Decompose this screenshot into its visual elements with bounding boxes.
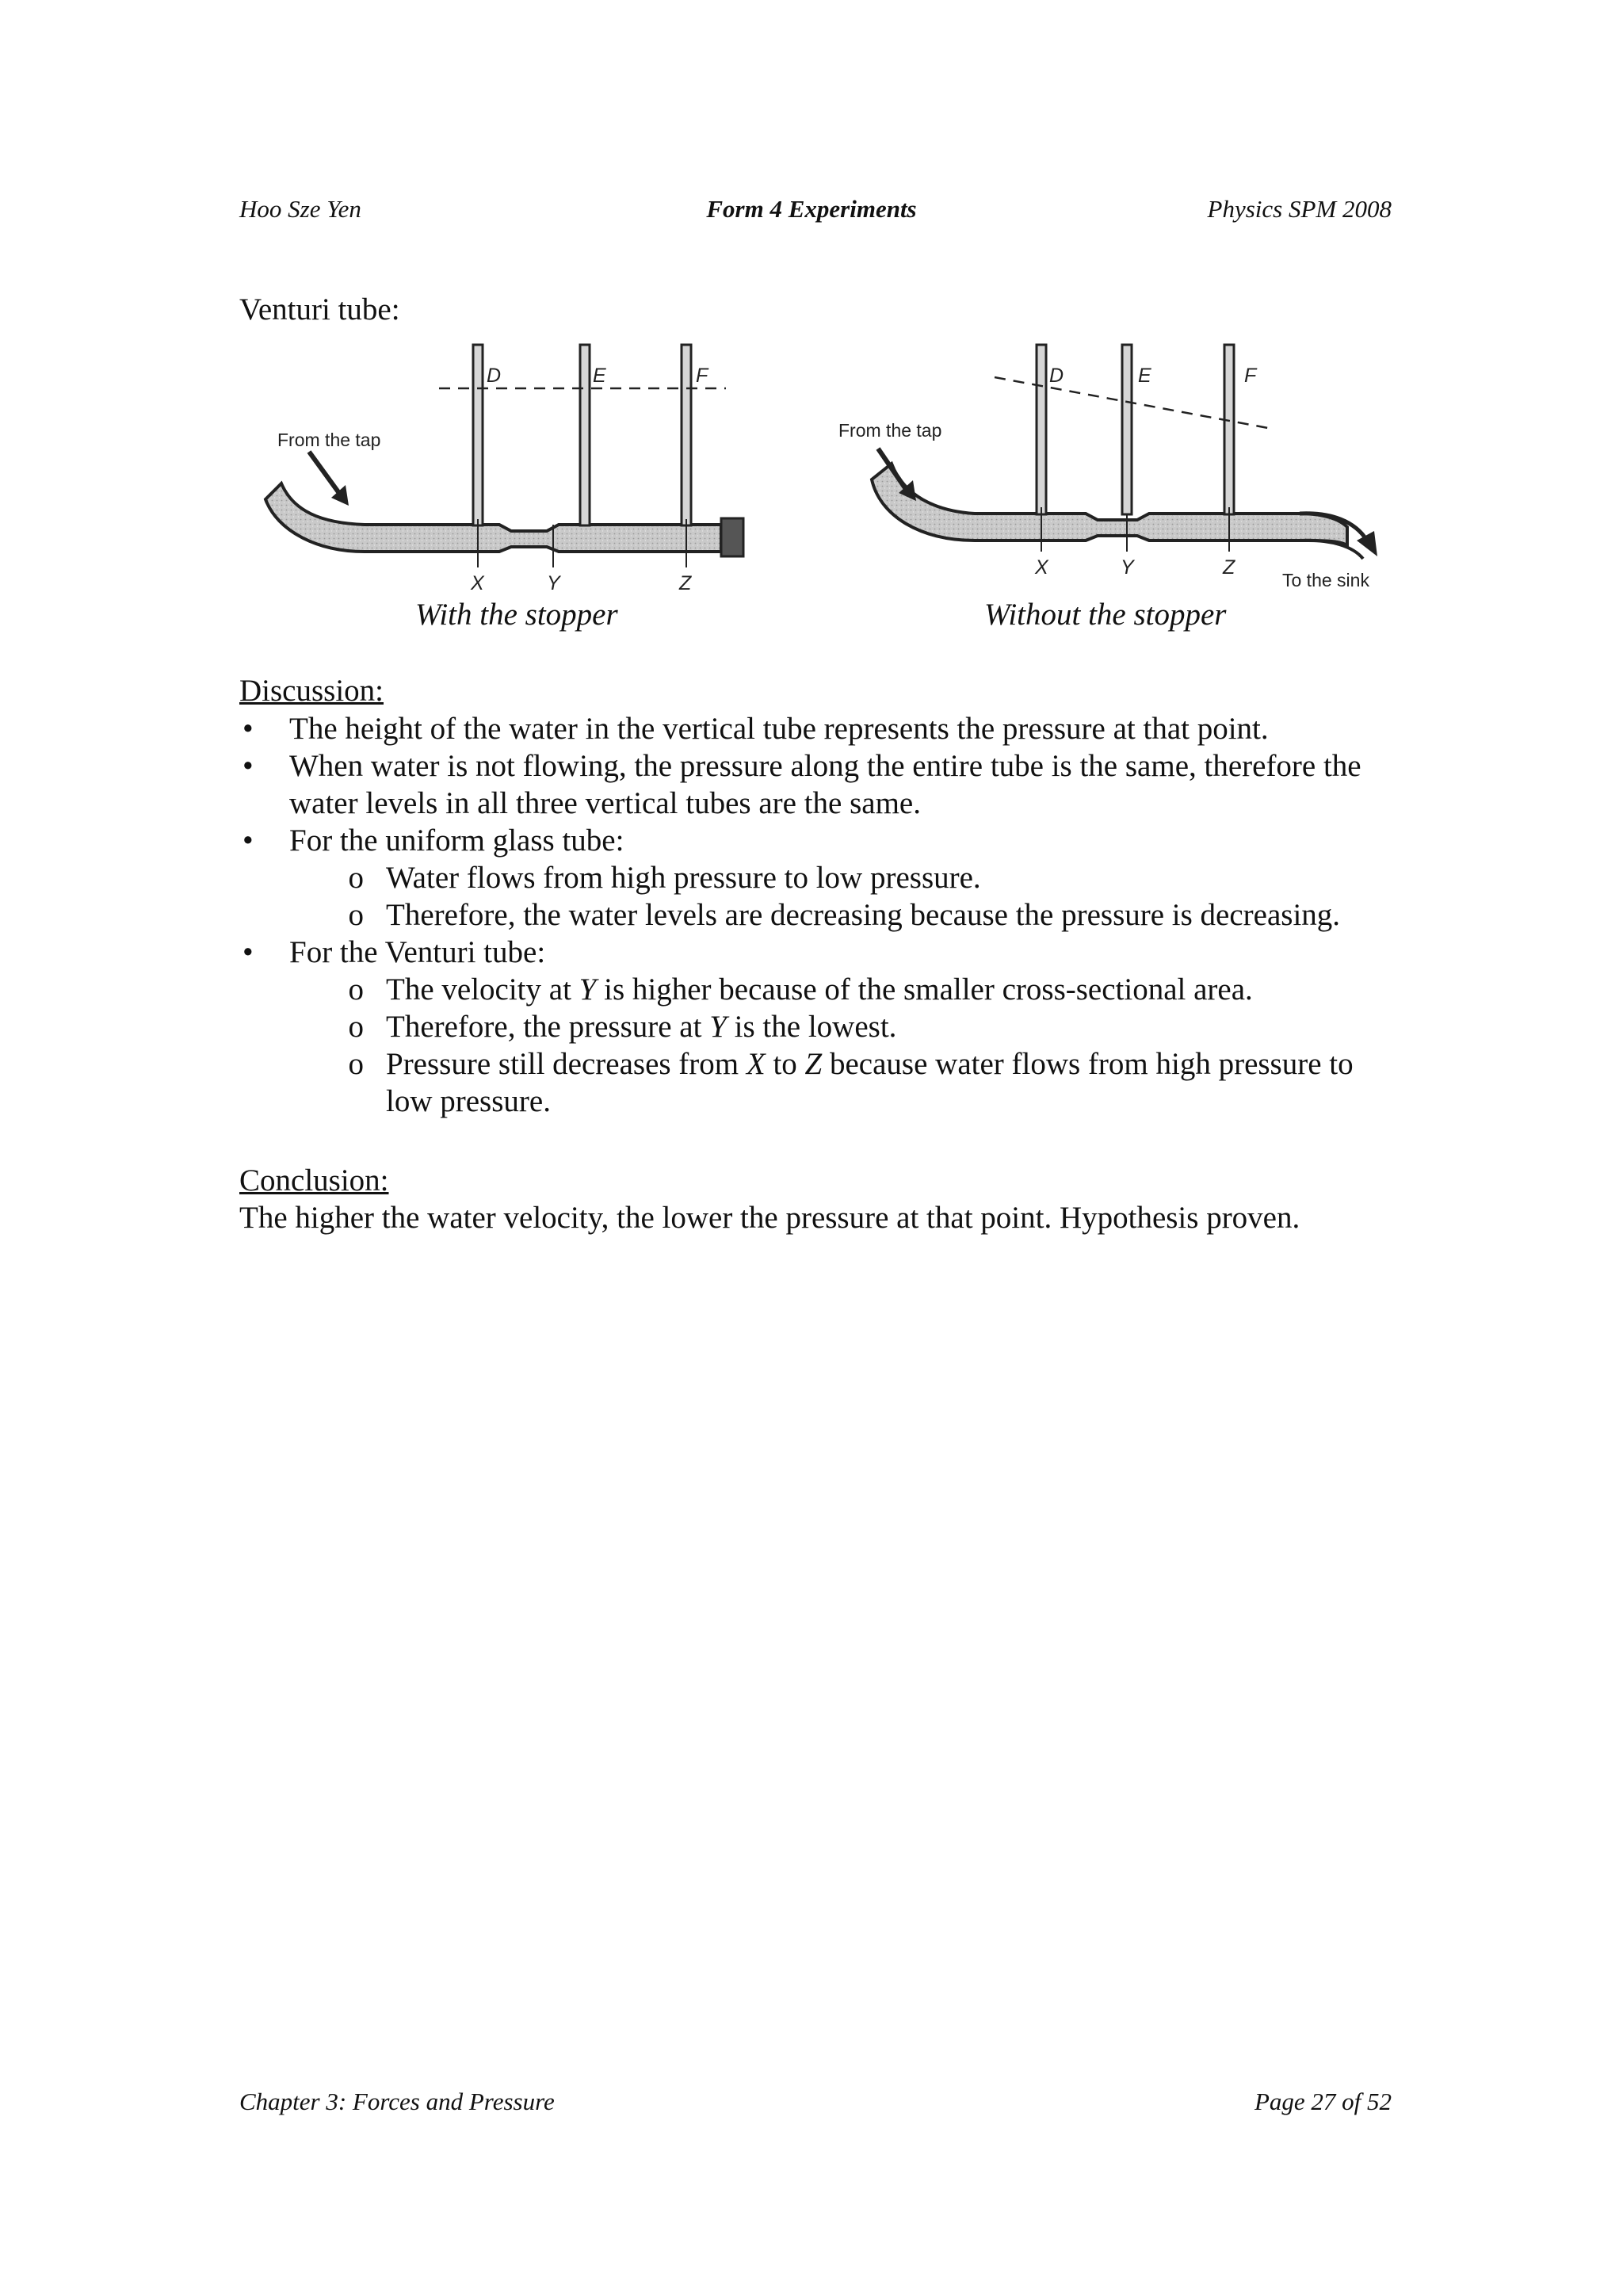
bullet-text: When water is not flowing, the pressure along the entire tube is the same, therefore the water levels in all three vertical tubes are the same. — [289, 749, 1361, 820]
variable-z: Z — [804, 1047, 823, 1081]
venturi-diagram-without-stopper — [824, 333, 1411, 602]
subpoint-text: because water flows from high pressure to low pressure. — [386, 1047, 1354, 1118]
vertical-tube-e — [580, 345, 590, 525]
tube-label-e: E — [593, 365, 606, 387]
discussion-point-uniform-tube — [239, 822, 1396, 934]
discussion-point-pressure-height — [239, 710, 1396, 747]
subpoint-text: Water flows from high pressure to low pressure. — [386, 861, 981, 895]
uniform-tube-subpoints — [289, 859, 1396, 934]
point-label-x: X — [471, 572, 484, 594]
point-label-z: Z — [679, 572, 692, 594]
variable-y: Y — [579, 972, 597, 1007]
venturi-tube-subpoints — [289, 971, 1396, 1120]
vertical-tube-f — [1224, 345, 1234, 514]
tube-label-d: D — [487, 365, 502, 387]
tube-label-f: F — [1244, 365, 1257, 387]
venturi-diagram-with-stopper — [262, 333, 800, 602]
venturi-tube-body — [872, 464, 1347, 545]
vertical-tube-e — [1122, 345, 1132, 514]
header-author: Hoo Sze Yen — [239, 195, 361, 223]
subpoint-text: to — [765, 1047, 805, 1081]
header-title: Form 4 Experiments — [706, 195, 917, 223]
tube-label-d: D — [1049, 365, 1064, 387]
inlet-arrow — [309, 452, 341, 495]
footer-chapter: Chapter 3: Forces and Pressure — [239, 2088, 555, 2115]
bullet-text: The height of the water in the vertical tube represents the pressure at that point. — [289, 712, 1269, 746]
bullet-text: For the uniform glass tube: — [289, 823, 624, 858]
subpoint-text: Therefore, the pressure at — [386, 1010, 710, 1044]
outlet-arrowhead — [1357, 531, 1377, 556]
stopper — [721, 518, 743, 556]
point-label-z: Z — [1223, 556, 1235, 579]
inlet-label: From the tap — [838, 420, 942, 441]
subpoint-text: is the lowest. — [726, 1010, 897, 1044]
caption-with-stopper: With the stopper — [415, 598, 618, 632]
header-subject: Physics SPM 2008 — [1207, 195, 1392, 223]
point-label-y: Y — [1121, 556, 1134, 579]
subpoint — [289, 1008, 1396, 1045]
subpoint — [289, 971, 1396, 1008]
inlet-label: From the tap — [277, 430, 381, 450]
vertical-tube-f — [682, 345, 691, 525]
subpoint-text: is higher because of the smaller cross-sectional area. — [596, 972, 1253, 1007]
venturi-tube-body — [265, 483, 721, 552]
point-label-x: X — [1035, 556, 1048, 579]
subpoint — [289, 859, 1396, 896]
discussion-heading: Discussion: — [239, 674, 384, 708]
discussion-point-venturi-tube — [239, 934, 1396, 1120]
bullet-text: For the Venturi tube: — [289, 935, 546, 969]
subpoint-text: The velocity at — [386, 972, 579, 1007]
variable-x: X — [746, 1047, 766, 1081]
subpoint — [289, 896, 1396, 934]
point-label-y: Y — [547, 572, 560, 594]
discussion-list — [239, 710, 1396, 1120]
caption-without-stopper: Without the stopper — [984, 598, 1227, 632]
subpoint — [289, 1045, 1396, 1120]
subpoint-text: Therefore, the water levels are decreasing because the pressure is decreasing. — [386, 898, 1341, 932]
tube-label-f: F — [696, 365, 708, 387]
outlet-label: To the sink — [1282, 570, 1369, 590]
conclusion-text: The higher the water velocity, the lower the pressure at that point. Hypothesis proven. — [239, 1201, 1300, 1235]
footer-page-number: Page 27 of 52 — [1254, 2088, 1392, 2115]
conclusion-heading: Conclusion: — [239, 1163, 389, 1198]
discussion-point-static-water — [239, 747, 1396, 822]
vertical-tube-d — [473, 345, 483, 525]
section-title: Venturi tube: — [239, 292, 400, 327]
vertical-tube-d — [1037, 345, 1046, 514]
variable-y: Y — [709, 1010, 727, 1044]
tube-label-e: E — [1138, 365, 1151, 387]
subpoint-text: Pressure still decreases from — [386, 1047, 747, 1081]
